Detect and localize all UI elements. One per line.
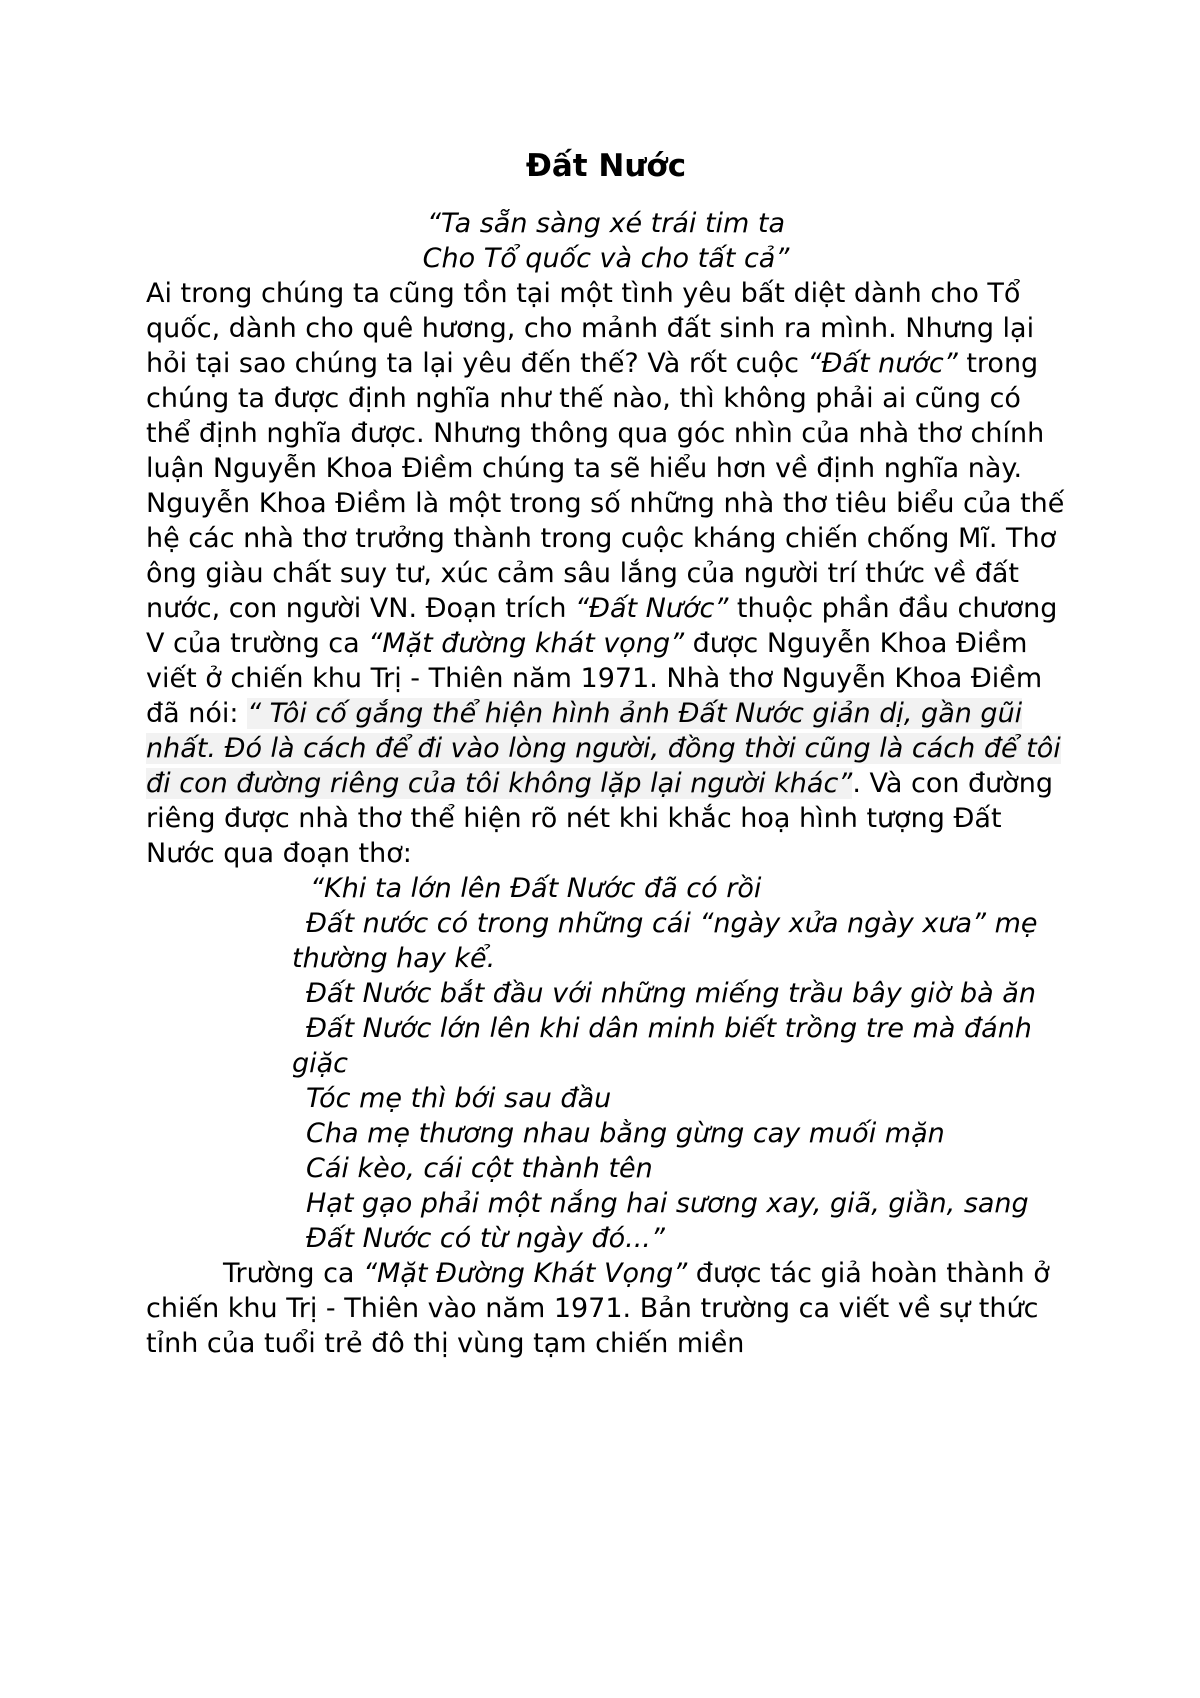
text-run: . Và con đường riêng được nhà thơ thể hiện rõ nét khi khắc hoạ hình tượng Đất Nước qua đoạn thơ: (146, 768, 1054, 869)
text-run: Ai trong chúng ta cũng tồn tại một tình yêu bất diệt dành cho Tổ quốc, dành cho quê hương, cho mảnh đất sinh ra mình. Nhưng lại hỏi tại sao chúng ta lại yêu đến thế? Và rốt cuộc (146, 278, 1035, 379)
poem-line: Hạt gạo phải một nắng hai sương xay, giã, giần, sang (306, 1188, 1029, 1219)
italic-run: “Mặt Đường Khát Vọng” (363, 1258, 688, 1289)
poem-line: “Khi ta lớn lên Đất Nước đã có rồi (310, 873, 762, 904)
document-page (146, 138, 1066, 1361)
text-run: thuộc phần đầu chương V của trường ca (146, 593, 1058, 659)
italic-run: “Đất Nước” (575, 593, 729, 624)
poem-line: Tóc mẹ thì bới sau đầu (306, 1083, 612, 1114)
document-title: Đất Nước (525, 148, 687, 184)
text-run: trong chúng ta được định nghĩa như thế nào, thì không phải ai cũng có thể định nghĩa được. Nhưng thông qua góc nhìn của nhà thơ chính luận Nguyễn Khoa Điềm chúng ta sẽ hiểu hơn về định nghĩa này. Nguyễn Khoa Điềm là một trong số những nhà thơ tiêu biểu của thế hệ các nhà thơ trưởng thành trong cuộc kháng chiến chống Mĩ. Thơ ông giàu chất suy tư, xúc cảm sâu lắng của người trí thức về đất nước, con người VN. Đoạn trích (146, 348, 1065, 624)
text-run: được Nguyễn Khoa Điềm viết ở chiến khu Trị - Thiên năm 1971. Nhà thơ Nguyễn Khoa Điềm đã nói: (146, 628, 1043, 729)
poem-line: Cha mẹ thương nhau bằng gừng cay muối mặn (306, 1118, 945, 1149)
quote-run: “ Tôi cố gắng thể hiện hình ảnh Đất Nước giản dị, gần gũi nhất. Đó là cách để đi vào lòng người, đồng thời cũng là cách để tôi đi con đường riêng của tôi không lặp lại người khác” (146, 698, 1061, 799)
intro-paragraph (146, 276, 1066, 871)
poem-line: Đất Nước bắt đầu với những miếng trầu bây giờ bà ăn (306, 978, 1036, 1009)
text-run: được tác giả hoàn thành ở chiến khu Trị - Thiên vào năm 1971. Bản trường ca viết về sự thức tỉnh của tuổi trẻ đô thị vùng tạm chiến miền (146, 1258, 1050, 1359)
second-paragraph (146, 1256, 1066, 1361)
italic-run: “Mặt đường khát vọng” (368, 628, 685, 659)
poem-line: Đất nước có trong những cái “ngày xửa ngày xưa” mẹ thường hay kể. (292, 908, 1038, 974)
text-run: Trường ca (223, 1258, 364, 1289)
poem-line: Đất Nước có từ ngày đó...” (306, 1223, 665, 1254)
poem-line: Cái kèo, cái cột thành tên (306, 1153, 653, 1184)
epigraph-line: Cho Tổ quốc và cho tất cả” (422, 243, 790, 274)
poem-line: Đất Nước lớn lên khi dân minh biết trồng tre mà đánh giặc (292, 1013, 1032, 1079)
italic-run: “Đất nước” (807, 348, 958, 379)
epigraph (146, 206, 1066, 276)
epigraph-line: “Ta sẵn sàng xé trái tim ta (426, 208, 786, 239)
poem-excerpt (292, 871, 1066, 1256)
